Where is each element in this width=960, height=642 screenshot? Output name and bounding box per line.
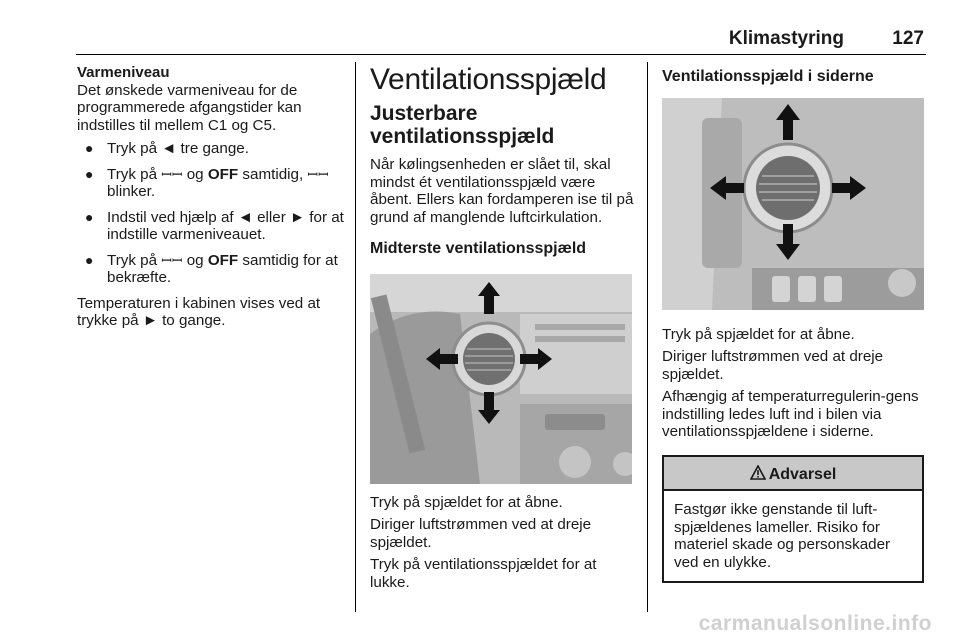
side-vent-text-3: Afhængig af temperaturregulerin-gens indstilling ledes luft ind i bilen via ventilationsspjældene i siderne. [662,388,919,440]
center-vent-photo [370,274,632,484]
header-rule [76,54,926,55]
column-right [662,64,930,583]
center-vent-text-1: Tryk på spjældet for at åbne. [370,493,563,511]
outro-text: Temperaturen i kabinen vises ved at trykke på ► to gange. [77,294,321,329]
side-vent-text-1: Tryk på spjældet for at åbne. [662,325,855,343]
list-item: ● Tryk på ◄ tre gange. [85,140,249,157]
warning-box [662,455,924,584]
heading-varmeniveau: Varmeniveau [77,64,170,81]
section-title: Ventilationsspjæld [370,63,607,96]
list-item: ● Indstil ved hjælp af ◄ eller ► for at indstille varmeniveauet. [85,208,344,243]
bullet-icon: ● [85,208,94,225]
intro-text: Det ønskede varmeniveau for de programmerede afgangstider kan indstilles til mellem C1 og C5. [77,81,302,134]
bullet-icon: ● [85,165,94,182]
center-vent-text-2: Diriger luftstrømmen ved at dreje spjældet. [370,516,592,551]
page-header [76,28,926,54]
steps-list [77,140,345,287]
heater-symbol-icon: ꟷꟷ [161,166,183,182]
heater-symbol-icon: ꟷꟷ [161,252,183,268]
list-item: ● Tryk på ꟷꟷ og OFF samtidig, ꟷꟷ blinker. [85,165,329,200]
watermark: carmanualsonline.info [698,612,932,635]
chapter-title: Klimastyring [728,28,844,49]
column-divider-2 [647,62,648,612]
column-divider-1 [355,62,356,612]
page-number: 127 [892,28,924,49]
center-vent-text-3: Tryk på ventilationsspjældet for at lukke. [370,556,597,591]
bullet-icon: ● [85,251,94,268]
heading-center-vent: Midterste ventilationsspjæld [370,240,587,257]
warning-title: Advarsel [768,465,837,483]
bullet-icon: ● [85,140,94,156]
body-text: Når kølingsenheden er slået til, skal mindst ét ventilationsspjæld være åbent. Ellers kan fordamperen ise til på grund af manglende luftcirkulation. [370,156,634,226]
side-vent-text-2: Diriger luftstrømmen ved at dreje spjældet. [662,348,884,383]
warning-triangle-icon [750,465,766,480]
column-left [77,64,345,335]
list-item: ● Tryk på ꟷꟷ og OFF samtidig for at bekræfte. [85,251,338,286]
side-vent-photo [662,98,924,310]
subsection-title: Justerbare ventilationsspjæld [370,102,555,148]
column-middle [370,64,636,596]
warning-header [664,457,922,492]
heater-symbol-icon: ꟷꟷ [307,166,329,182]
warning-text: Fastgør ikke genstande til luft-spjældenes lameller. Risiko for materiel skade og personskader ved en ulykke. [674,501,891,571]
heading-side-vent: Ventilationsspjæld i siderne [662,68,874,85]
